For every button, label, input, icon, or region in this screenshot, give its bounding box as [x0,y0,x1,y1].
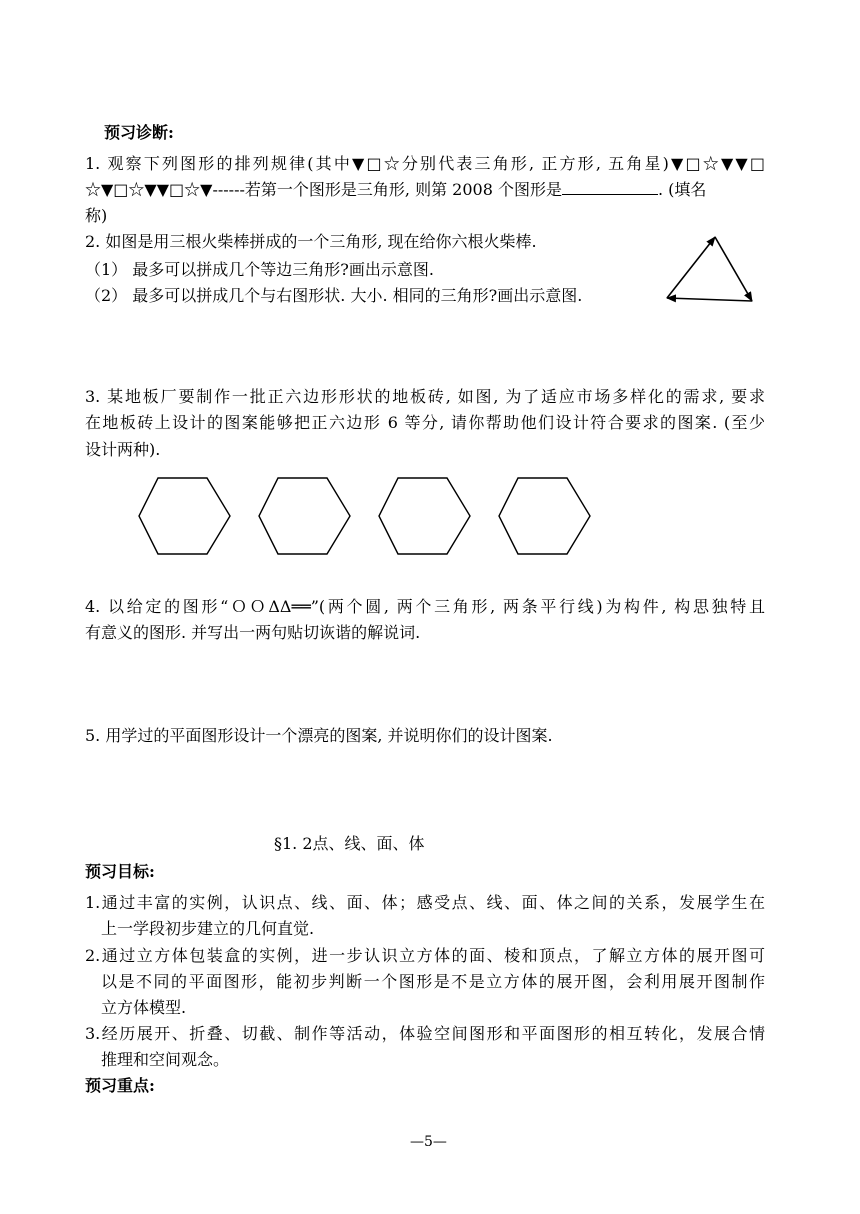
hexagon-3 [379,478,470,554]
goal3-line2: 推理和空间观念。 [101,1050,230,1069]
q2-part2: （2） 最多可以拼成几个与右图形状. 大小. 相同的三角形?画出示意图. [85,286,583,305]
q1-line1: 1. 观察下列图形的排列规律(其中▼□☆分别代表三角形, 正方形, 五角星)▼□☆▼▼□ [85,154,765,173]
hexagon-4 [499,478,590,554]
q4-line2: 有意义的图形. 并写出一两句贴切诙谐的解说词. [85,623,421,642]
hexagon-2 [259,478,350,554]
matchstick-right [715,237,752,301]
matchstick-triangle-figure [655,228,765,312]
q1-line2 [85,178,706,202]
hexagon-row [130,470,600,566]
goal2-line3: 立方体模型. [101,998,187,1017]
focus-heading: 预习重点: [85,1076,155,1095]
matchstick-left [667,237,715,298]
matchstick-bottom [667,298,752,301]
goal3-line1: 3.经历展开、折叠、切截、制作等活动，体验空间图形和平面图形的相互转化，发展合情 [85,1024,765,1043]
q5-line1: 5. 用学过的平面图形设计一个漂亮的图案, 并说明你们的设计图案. [85,726,553,745]
q2-line1: 2. 如图是用三根火柴棒拼成的一个三角形, 现在给你六根火柴棒. [85,232,537,251]
q1-answer-blank [562,179,658,195]
section-heading-diagnosis: 预习诊断: [104,123,174,142]
q3-line1: 3. 某地板厂要制作一批正六边形形状的地板砖, 如图, 为了适应市场多样化的需求, 要求 [85,387,765,406]
section-title: §1. 2点、线、面、体 [274,834,425,853]
page-number: —5— [410,1134,447,1150]
goal1-line1: 1.通过丰富的实例，认识点、线、面、体；感受点、线、面、体之间的关系，发展学生在 [85,893,765,912]
q1-line2-text: ☆▼□☆▼▼□☆▼------若第一个图形是三角形, 则第 2008 个图形是 [85,180,562,199]
goal1-line2: 上一学段初步建立的几何直觉. [101,919,315,938]
q3-line3: 设计两种). [85,440,161,459]
q4-line1: 4. 以给定的图形“ＯＯΔΔ══”(两个圆, 两个三角形, 两条平行线)为构件, 构思独特且 [85,597,765,616]
goal2-line2: 以是不同的平面图形，能初步判断一个图形是不是立方体的展开图，会利用展开图制作 [101,972,765,991]
q2-part1: （1） 最多可以拼成几个等边三角形?画出示意图. [85,260,434,279]
q3-line2: 在地板砖上设计的图案能够把正六边形 6 等分, 请你帮助他们设计符合要求的图案. (至少 [85,413,765,432]
goals-heading: 预习目标: [85,862,155,881]
q1-line3: 称) [85,206,108,225]
q1-line2-tail: . (填名 [657,180,707,199]
goal2-line1: 2.通过立方体包装盒的实例，进一步认识立方体的面、棱和顶点，了解立方体的展开图可 [85,946,765,965]
hexagon-1 [139,478,230,554]
